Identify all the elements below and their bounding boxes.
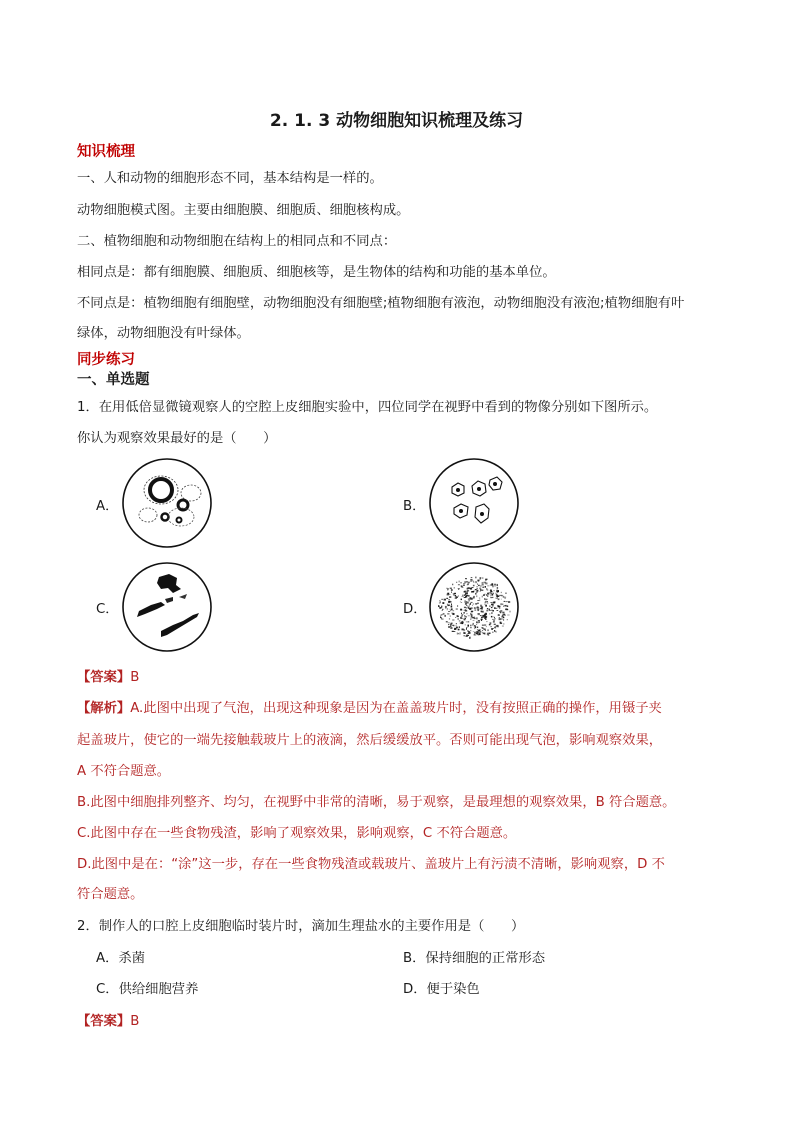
q2-answer-tag: 【答案】 xyxy=(77,1014,131,1029)
subheading-single-choice: 一、单选题 xyxy=(77,372,150,388)
section-heading-knowledge: 知识梳理 xyxy=(77,144,135,160)
q2-option-b: B．保持细胞的正常形态 xyxy=(403,951,546,966)
knowledge-line-2: 动物细胞模式图。主要由细胞膜、细胞质、细胞核构成。 xyxy=(77,203,410,218)
knowledge-line-3: 二、植物细胞和动物细胞在结构上的相同点和不同点： xyxy=(77,234,397,249)
microscope-view-a-bubbles xyxy=(121,457,213,549)
q1-analysis-line-4: B.此图中细胞排列整齐、均匀，在视野中非常的清晰，易于观察，是最理想的观察效果，B 符合题意。 xyxy=(77,795,676,810)
q1-analysis-line-6: D.此图中是在：“涂”这一步，存在一些食物残渣或载玻片、盖玻片上有污渍不清晰，影响观察，D 不 xyxy=(77,857,665,872)
q1-option-a-label: A． xyxy=(96,499,119,514)
q1-answer-row xyxy=(77,666,139,685)
q1-stem-line-1: 1．在用低倍显微镜观察人的空腔上皮细胞实验中，四位同学在视野中看到的物像分别如下图所示。 xyxy=(77,400,658,415)
microscope-view-b-cells xyxy=(428,457,520,549)
knowledge-line-4: 相同点是：都有细胞膜、细胞质、细胞核等，是生物体的结构和功能的基本单位。 xyxy=(77,265,556,280)
q1-analysis-line-2: 起盖玻片，使它的一端先接触载玻片上的液滴，然后缓缓放平。否则可能出现气泡，影响观察效果， xyxy=(77,733,663,748)
q2-option-c: C．供给细胞营养 xyxy=(96,982,199,997)
section-heading-practice: 同步练习 xyxy=(77,352,135,368)
q1-analysis-line-3: A 不符合题意。 xyxy=(77,764,171,779)
q1-analysis-line-7: 符合题意。 xyxy=(77,887,144,902)
microscope-view-d-speckled xyxy=(428,561,520,653)
q1-option-c-label: C． xyxy=(96,602,119,617)
q1-option-b-label: B． xyxy=(403,499,426,514)
knowledge-line-6: 绿体，动物细胞没有叶绿体。 xyxy=(77,326,250,341)
q1-analysis-tag: 【解析】 xyxy=(77,701,131,716)
q2-option-d: D．便于染色 xyxy=(403,982,480,997)
q1-analysis-line-5: C.此图中存在一些食物残渣，影响了观察效果，影响观察，C 不符合题意。 xyxy=(77,826,517,841)
q2-stem: 2．制作人的口腔上皮细胞临时装片时，滴加生理盐水的主要作用是（ ） xyxy=(77,919,525,934)
knowledge-line-5: 不同点是：植物细胞有细胞壁，动物细胞没有细胞壁;植物细胞有液泡，动物细胞没有液泡;植物细胞有叶 xyxy=(77,296,685,311)
q2-answer-value: B xyxy=(130,1014,140,1029)
q2-option-a: A．杀菌 xyxy=(96,951,145,966)
q1-stem-line-2: 你认为观察效果最好的是（ ） xyxy=(77,431,277,446)
q2-answer-row xyxy=(77,1010,139,1029)
microscope-view-c-debris xyxy=(121,561,213,653)
q1-answer-value: B xyxy=(130,670,140,685)
q1-answer-tag: 【答案】 xyxy=(77,670,131,685)
q1-analysis-line-1: 【解析】A.此图中出现了气泡，出现这种现象是因为在盖盖玻片时，没有按照正确的操作，用镊子夹 xyxy=(77,701,662,716)
page-title: 2. 1. 3 动物细胞知识梳理及练习 xyxy=(269,111,524,131)
knowledge-line-1: 一、人和动物的细胞形态不同，基本结构是一样的。 xyxy=(77,171,383,186)
q1-option-d-label: D． xyxy=(403,602,427,617)
